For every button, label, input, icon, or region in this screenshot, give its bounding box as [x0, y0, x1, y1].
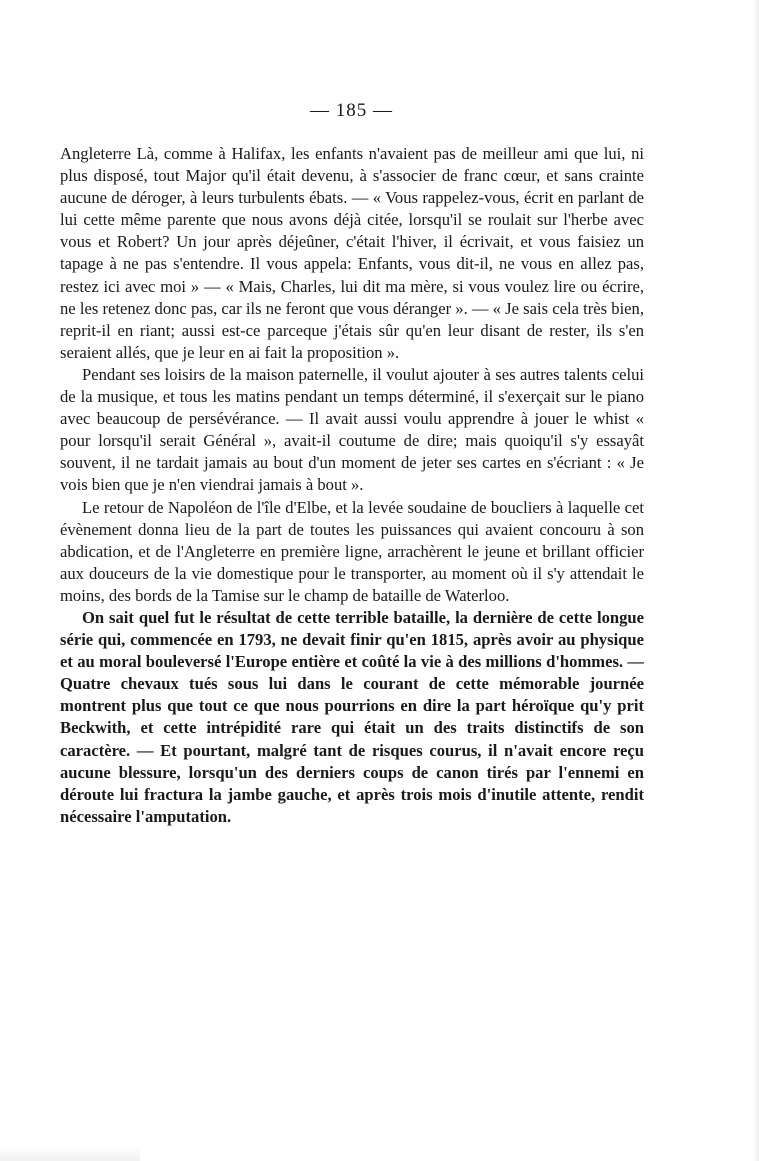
- scan-artifact: [0, 1147, 140, 1161]
- body-text: [60, 143, 644, 828]
- paragraph-4: On sait quel fut le résultat de cette terrible bataille, la dernière de cette longue série qui, commencée en 1793, ne devait finir qu'en 1815, après avoir au physique et au moral bouleversé l'Europe entière et coûté la vie à des millions d'hommes. — Quatre chevaux tués sous lui dans le courant de cette mémorable journée montrent plus que tout ce que nous pourrions en dire la part héroïque qu'y prit Beckwith, et cette intrépidité rare qui était un des traits distinctifs de son caractère. — Et pourtant, malgré tant de risques courus, il n'avait encore reçu aucune blessure, lorsqu'un des derniers coups de canon tirés par l'ennemi en déroute lui fractura la jambe gauche, et après trois mois d'inutile attente, rendit nécessaire l'amputation.: [60, 607, 644, 826]
- page-number: — 185 —: [310, 100, 393, 121]
- page-edge-shadow: [753, 0, 759, 1161]
- paragraph-2: Pendant ses loisirs de la maison paternelle, il voulut ajouter à ses autres talents celui de la musique, et tous les matins pendant un temps déterminé, il s'exerçait sur le piano avec beaucoup de persévérance. — Il avait aussi voulu apprendre à jouer le whist « pour lorsqu'il serait Général », avait-il coutume de dire; mais quoiqu'il s'y essayât souvent, il ne tardait jamais au bout d'un moment de jeter ses cartes en s'écriant : « Je vois bien que je n'en viendrai jamais à bout ».: [60, 364, 644, 495]
- paragraph-3: Le retour de Napoléon de l'île d'Elbe, et la levée soudaine de boucliers à laquelle cet évènement donna lieu de la part de toutes les puissances qui avaient concouru à son abdication, et de l'Angleterre en première ligne, arrachèrent le jeune et brillant officier aux douceurs de la vie domestique pour le transporter, au moment où il s'y attendait le moins, des bords de la Tamise sur le champ de bataille de Waterloo.: [60, 497, 644, 605]
- paragraph-1: Angleterre Là, comme à Halifax, les enfants n'avaient pas de meilleur ami que lui, ni plus disposé, tout Major qu'il était devenu, à s'associer de franc cœur, et sans crainte aucune de déroger, à leurs turbulents ébats. — « Vous rappelez-vous, écrit en parlant de lui cette même parente que nous avons déjà citée, lorsqu'il se roulait sur l'herbe avec vous et Robert? Un jour après déjeûner, c'était l'hiver, il écrivait, et vous faisiez un tapage à ne pas s'entendre. Il vous appela: Enfants, vous dit-il, ne vous en allez pas, restez ici avec moi » — « Mais, Charles, lui dit ma mère, si vous voulez lire ou écrire, ne les retenez donc pas, car ils ne feront que vous déranger ». — « Je sais cela très bien, reprit-il en riant; aussi est-ce parceque j'étais sûr qu'en leur disant de rester, ils s'en seraient allés, que je leur en ai fait la proposition ».: [60, 144, 644, 362]
